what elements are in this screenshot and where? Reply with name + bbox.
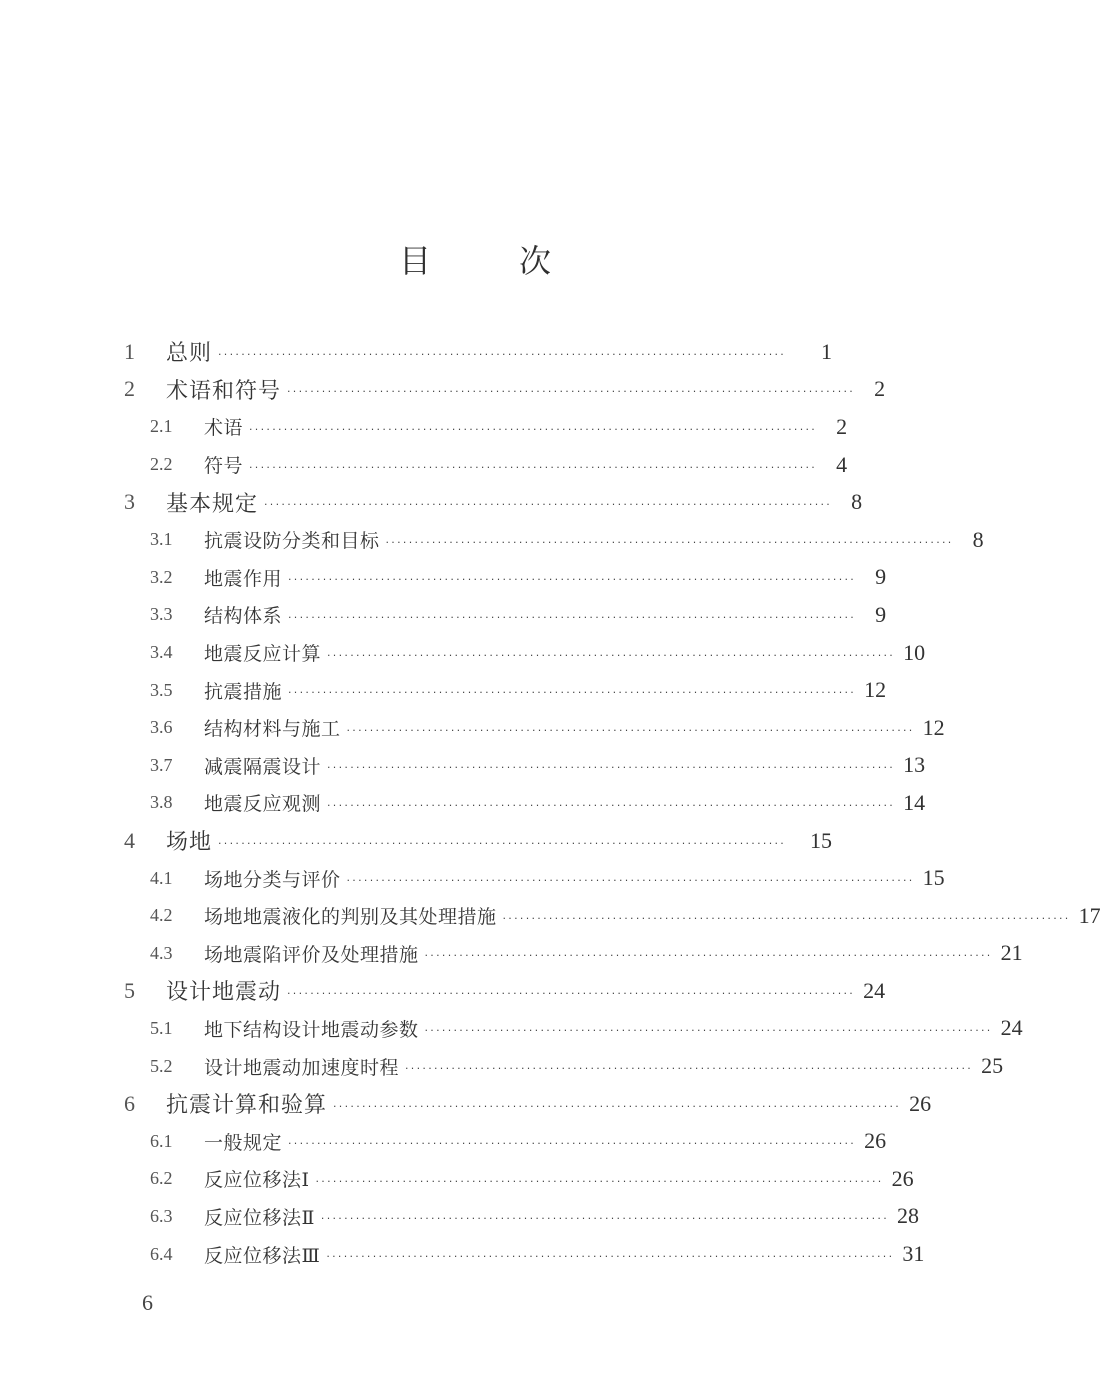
toc-entry-number: 3.5 bbox=[150, 679, 173, 700]
page-title bbox=[0, 236, 950, 286]
dot-leader: ·································································································· bbox=[218, 347, 787, 361]
toc-chapter-entry[interactable] bbox=[120, 371, 886, 409]
toc-entry-number: 6.4 bbox=[150, 1243, 173, 1264]
toc-entry-title: 抗震设防分类和目标 bbox=[204, 530, 380, 553]
dot-leader: ·································································································· bbox=[346, 723, 915, 737]
toc-entry-title: 反应位移法Ⅰ bbox=[204, 1169, 310, 1192]
toc-entry-page: 4 bbox=[836, 451, 848, 477]
toc-entry-title: 总则 bbox=[166, 341, 213, 367]
dot-leader: ·································································································· bbox=[424, 1024, 993, 1038]
toc-entry-number: 3.8 bbox=[150, 792, 173, 813]
toc-entry-title: 抗震措施 bbox=[204, 680, 283, 703]
toc-entry-page: 1 bbox=[821, 338, 832, 364]
dot-leader: ·································································································· bbox=[320, 1212, 889, 1226]
toc-section-entry[interactable] bbox=[120, 747, 926, 785]
toc-entry-page: 24 bbox=[863, 977, 886, 1003]
toc-entry-title: 一般规定 bbox=[204, 1131, 283, 1154]
toc-section-entry[interactable] bbox=[120, 521, 984, 559]
toc-entry-number: 3.6 bbox=[150, 717, 173, 738]
toc-section-entry[interactable] bbox=[120, 446, 848, 484]
toc-entry-title: 减震隔震设计 bbox=[204, 755, 322, 778]
toc-entry-number: 6.2 bbox=[150, 1168, 173, 1189]
dot-leader: ·································································································· bbox=[405, 1062, 974, 1076]
dot-leader: ·································································································· bbox=[264, 498, 833, 512]
toc-entry-title: 设计地震动 bbox=[166, 980, 282, 1006]
toc-section-entry[interactable] bbox=[120, 1010, 1023, 1048]
toc-entry-number: 2 bbox=[124, 376, 135, 402]
toc-entry-page: 2 bbox=[874, 376, 886, 402]
toc-entry-title: 地震反应计算 bbox=[204, 643, 322, 666]
toc-entry-title: 术语和符号 bbox=[166, 378, 282, 404]
toc-entry-page: 26 bbox=[909, 1090, 932, 1116]
title-char-2: 次 bbox=[519, 242, 552, 280]
toc-entry-page: 24 bbox=[1000, 1015, 1023, 1041]
toc-entry-number: 5 bbox=[124, 977, 135, 1003]
toc-entry-title: 术语 bbox=[204, 417, 244, 440]
page-number: 6 bbox=[142, 1290, 153, 1315]
dot-leader: ·································································································· bbox=[346, 874, 915, 888]
toc-section-entry[interactable] bbox=[120, 671, 887, 709]
dot-leader: ·································································································· bbox=[385, 535, 954, 549]
toc-chapter-entry[interactable] bbox=[120, 483, 863, 521]
toc-entry-number: 3 bbox=[124, 489, 135, 515]
dot-leader: ·································································································· bbox=[327, 761, 896, 775]
toc-section-entry[interactable] bbox=[120, 784, 926, 822]
toc-section-entry[interactable] bbox=[120, 897, 1101, 935]
toc-section-entry[interactable] bbox=[120, 1122, 887, 1160]
toc-section-entry[interactable] bbox=[120, 1235, 925, 1273]
dot-leader: ·································································································· bbox=[287, 986, 856, 1000]
toc-section-entry[interactable] bbox=[120, 634, 926, 672]
toc-entry-page: 13 bbox=[903, 752, 926, 778]
toc-entry-number: 4.1 bbox=[150, 867, 173, 888]
toc-entry-number: 4 bbox=[124, 827, 135, 853]
toc-entry-page: 28 bbox=[897, 1203, 919, 1229]
toc-entry-title: 地震反应观测 bbox=[204, 793, 322, 816]
toc-entry-page: 25 bbox=[981, 1053, 1004, 1079]
toc-entry-page: 12 bbox=[922, 714, 945, 740]
toc-entry-number: 5.1 bbox=[150, 1017, 173, 1038]
dot-leader: ·································································································· bbox=[218, 836, 787, 850]
dot-leader: ·································································································· bbox=[327, 648, 896, 662]
toc-entry-number: 6 bbox=[124, 1090, 135, 1116]
dot-leader: ·································································································· bbox=[315, 1174, 884, 1188]
toc-entry-number: 5.2 bbox=[150, 1055, 173, 1076]
toc-entry-number: 4.2 bbox=[150, 905, 173, 926]
toc-section-entry[interactable] bbox=[120, 709, 945, 747]
toc-entry-number: 3.1 bbox=[150, 529, 173, 550]
dot-leader: ·································································································· bbox=[249, 422, 818, 436]
title-char-1: 目 bbox=[398, 242, 431, 280]
toc-entry-number: 1 bbox=[124, 338, 135, 364]
toc-entry-number: 6.1 bbox=[150, 1130, 173, 1151]
toc-entry-title: 抗震计算和验算 bbox=[166, 1093, 328, 1119]
toc-chapter-entry[interactable] bbox=[120, 1085, 932, 1123]
toc-entry-page: 21 bbox=[1000, 940, 1023, 966]
toc-entry-page: 8 bbox=[851, 489, 863, 515]
toc-entry-title: 场地分类与评价 bbox=[204, 868, 341, 891]
toc-entry-number: 2.2 bbox=[150, 454, 173, 475]
toc-entry-number: 3.7 bbox=[150, 754, 173, 775]
toc-entry-title: 地下结构设计地震动参数 bbox=[204, 1018, 419, 1041]
toc-entry-title: 结构材料与施工 bbox=[204, 718, 341, 741]
toc-entry-page: 26 bbox=[864, 1128, 887, 1154]
toc-entry-page: 10 bbox=[903, 639, 926, 665]
toc-entry-title: 结构体系 bbox=[204, 605, 283, 628]
toc-chapter-entry[interactable] bbox=[120, 333, 832, 371]
toc-entry-title: 场地地震液化的判别及其处理措施 bbox=[204, 906, 497, 929]
toc-entry-number: 3.3 bbox=[150, 604, 173, 625]
toc-entry-page: 17 bbox=[1078, 902, 1101, 928]
dot-leader: ·································································································· bbox=[288, 686, 857, 700]
toc-section-entry[interactable] bbox=[120, 1160, 914, 1198]
table-of-contents bbox=[120, 333, 1101, 1273]
toc-entry-page: 9 bbox=[875, 601, 887, 627]
toc-entry-title: 场地震陷评价及处理措施 bbox=[204, 943, 419, 966]
toc-section-entry[interactable] bbox=[120, 859, 945, 897]
toc-entry-title: 反应位移法Ⅱ bbox=[204, 1206, 315, 1229]
toc-entry-number: 3.2 bbox=[150, 566, 173, 587]
toc-entry-page: 2 bbox=[836, 413, 848, 439]
toc-section-entry[interactable] bbox=[120, 1047, 1004, 1085]
toc-chapter-entry[interactable] bbox=[120, 822, 832, 860]
toc-entry-number: 3.4 bbox=[150, 642, 173, 663]
dot-leader: ·································································································· bbox=[327, 798, 896, 812]
toc-entry-page: 8 bbox=[972, 526, 984, 552]
toc-entry-page: 26 bbox=[891, 1165, 914, 1191]
dot-leader: ·································································································· bbox=[288, 1137, 857, 1151]
toc-section-entry[interactable] bbox=[120, 408, 848, 446]
toc-entry-page: 15 bbox=[810, 827, 832, 853]
dot-leader: ·································································································· bbox=[287, 385, 856, 399]
toc-entry-page: 14 bbox=[903, 789, 926, 815]
toc-entry-number: 6.3 bbox=[150, 1205, 173, 1226]
toc-section-entry[interactable] bbox=[120, 1198, 919, 1236]
dot-leader: ·································································································· bbox=[326, 1250, 895, 1264]
toc-entry-page: 9 bbox=[875, 564, 887, 590]
toc-entry-title: 符号 bbox=[204, 455, 244, 478]
dot-leader: ·································································································· bbox=[249, 460, 818, 474]
toc-entry-title: 基本规定 bbox=[166, 491, 259, 517]
dot-leader: ·································································································· bbox=[288, 573, 857, 587]
toc-entry-number: 4.3 bbox=[150, 942, 173, 963]
dot-leader: ·································································································· bbox=[288, 610, 857, 624]
toc-entry-title: 反应位移法Ⅲ bbox=[204, 1244, 321, 1267]
toc-section-entry[interactable] bbox=[120, 596, 887, 634]
toc-entry-title: 地震作用 bbox=[204, 567, 283, 590]
toc-section-entry[interactable] bbox=[120, 935, 1023, 973]
dot-leader: ·································································································· bbox=[333, 1099, 902, 1113]
toc-entry-page: 12 bbox=[864, 677, 887, 703]
toc-entry-page: 15 bbox=[922, 865, 945, 891]
toc-section-entry[interactable] bbox=[120, 559, 887, 597]
toc-entry-number: 2.1 bbox=[150, 416, 173, 437]
dot-leader: ·································································································· bbox=[424, 949, 993, 963]
dot-leader: ·································································································· bbox=[502, 911, 1071, 925]
toc-entry-title: 场地 bbox=[166, 830, 213, 856]
toc-chapter-entry[interactable] bbox=[120, 972, 886, 1010]
toc-entry-page: 31 bbox=[902, 1241, 925, 1267]
toc-entry-title: 设计地震动加速度时程 bbox=[204, 1056, 400, 1079]
